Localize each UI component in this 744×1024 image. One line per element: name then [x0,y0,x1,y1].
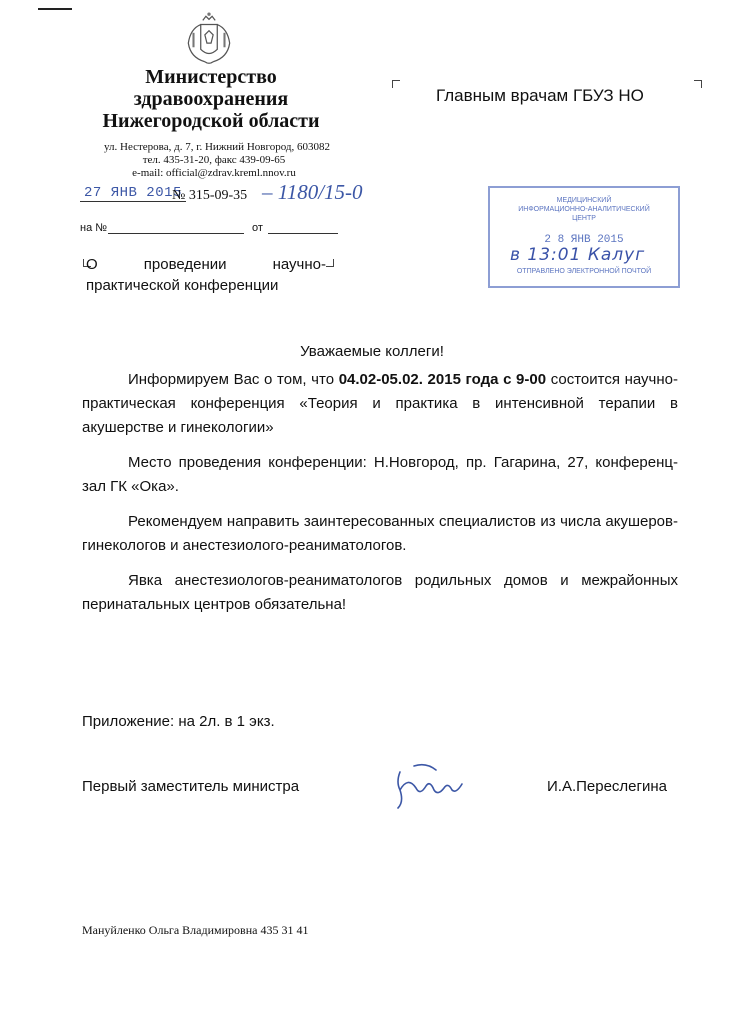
reply-to-label: на № [80,222,108,234]
letter-body [82,368,678,628]
from-date-label: от [252,222,263,234]
recipient-bracket-right [694,80,702,88]
ministry-line: Нижегородской области [102,110,320,132]
appendix-note: Приложение: на 2л. в 1 экз. [82,713,275,730]
executor-contact: Мануйленко Ольга Владимировна 435 31 41 [82,923,309,937]
paragraph-3: Рекомендуем направить заинтересованных специалистов из числа акушеров-гинекологов и анестезиолого-реаниматологов. [82,513,678,554]
signatory-position: Первый заместитель министра [82,778,300,795]
paragraph-1 [82,368,678,440]
address-line: ул. Нестерова, д. 7, г. Нижний Новгород, 603082 [104,141,330,153]
stamp-bottom-line: ОТПРАВЛЕНО ЭЛЕКТРОННОЙ ПОЧТОЙ [516,268,652,275]
recipient: Главным врачам ГБУЗ НО [436,86,644,105]
handwritten-signature [386,760,486,812]
paragraph-4: Явка анестезиологов-реаниматологов родильных домов и межрайонных перинатальных центров обязательна! [82,572,678,613]
email-line: e-mail: official@zdrav.kreml.nnov.ru [132,167,296,179]
stamp-handwritten-time: в 13:01 Калуг [510,245,646,265]
letter-subject: О проведении научно-практической конференции [86,256,326,294]
phone-line: тел. 435-31-20, факс 439-09-65 [142,154,286,166]
recipient-bracket-left [392,80,400,88]
outgoing-number-handwritten: – 1180/15-0 [262,180,363,204]
top-rule [38,8,72,10]
stamp-date: 2 8 ЯНВ 2015 [544,234,624,246]
event-date: 04.02-05.02. 2015 года с 9-00 [338,371,547,388]
paragraph-1-text: Информируем Вас о том, что [128,371,339,388]
subject-bracket-right [326,259,334,267]
paragraph-1-text: состоится научно-практическая конференция «Теория и практика в интенсивной терапии в акушерстве и гинекологии» [82,371,678,436]
incoming-registration-stamp [488,186,680,288]
coat-of-arms-icon [178,8,240,70]
outgoing-date-stamp: 27 ЯНВ 2015 [80,185,186,202]
greeting: Уважаемые коллеги! [300,343,444,360]
paragraph-2: Место проведения конференции: Н.Новгород, пр. Гагарина, 27, конференц-зал ГК «Ока». [82,454,678,495]
stamp-line: ЦЕНТР [572,215,596,222]
ministry-address [104,141,330,180]
signatory-name: И.А.Переслегина [547,778,667,795]
reply-to-number-line [108,233,244,234]
ministry-line: здравоохранения [133,88,289,110]
ministry-line: Министерство [145,66,277,88]
ministry-name [76,66,346,132]
from-date-line [268,233,338,234]
stamp-line: МЕДИЦИНСКИЙ [556,197,612,204]
stamp-line: ИНФОРМАЦИОННО-АНАЛИТИЧЕСКИЙ [518,206,650,213]
outgoing-number: № 315-09-35 [172,188,248,203]
